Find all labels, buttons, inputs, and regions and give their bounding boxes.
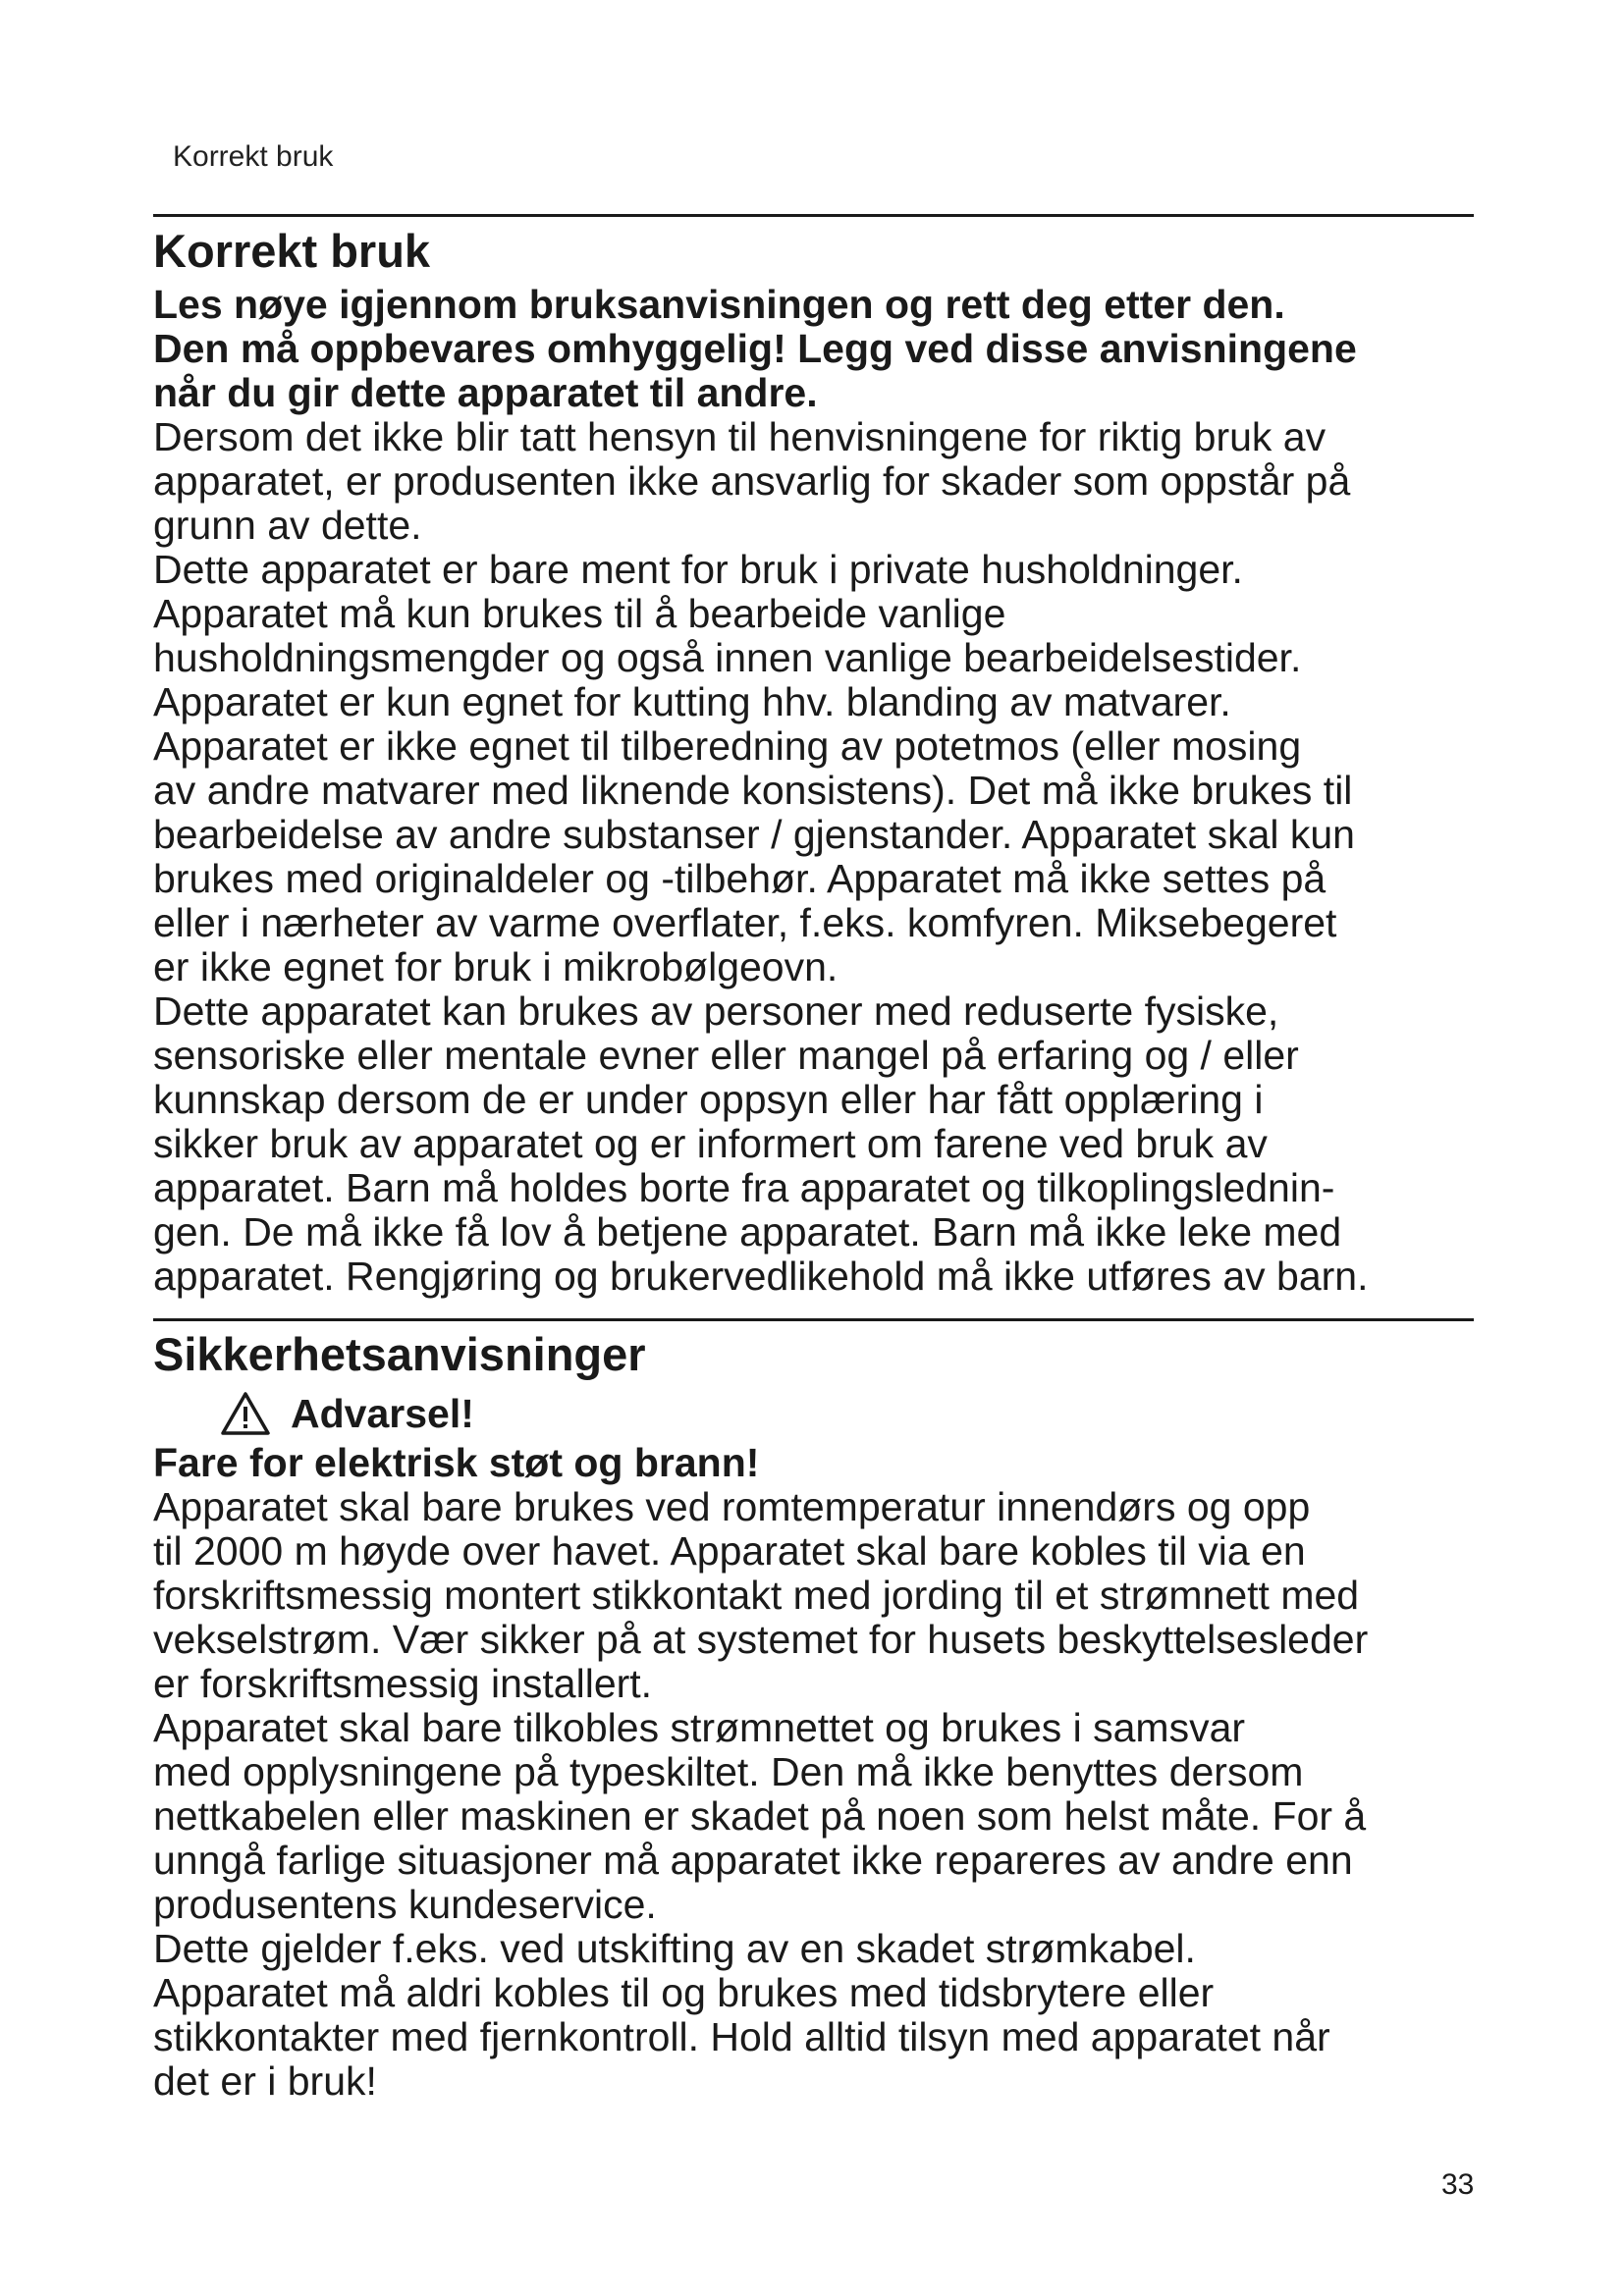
section-title: Sikkerhetsanvisninger: [153, 1328, 646, 1380]
text-line: Dette apparatet er bare ment for bruk i private husholdninger.: [153, 547, 1243, 592]
text-line: husholdningsmengder og også innen vanlige bearbeidelsestider.: [153, 635, 1302, 680]
text-line: Apparatet skal bare tilkobles strømnettet og brukes i samsvar: [153, 1705, 1246, 1750]
text-line: sensoriske eller mentale evner eller mangel på erfaring og / eller: [153, 1033, 1299, 1078]
warning-label: Advarsel!: [291, 1391, 474, 1436]
warning-triangle-icon: [220, 1391, 271, 1436]
text-line: Apparatet er ikke egnet til tilberedning av potetmos (eller mosing: [153, 723, 1302, 769]
warning-lead: Fare for elektrisk støt og brann!: [153, 1440, 760, 1485]
section-safety: [153, 1327, 1479, 2104]
text-line: Apparatet skal bare brukes ved romtemperatur innendørs og opp: [153, 1484, 1311, 1529]
text-line: apparatet, er produsenten ikke ansvarlig for skader som oppstår på: [153, 458, 1351, 504]
paragraph: [153, 548, 1479, 989]
text-line: Apparatet må kun brukes til å bearbeide vanlige: [153, 591, 1006, 636]
lead-text: [153, 283, 1479, 415]
text-line: nettkabelen eller maskinen er skadet på noen som helst måte. For å: [153, 1793, 1367, 1839]
text-line: til 2000 m høyde over havet. Apparatet skal bare kobles til via en: [153, 1528, 1306, 1574]
paragraph: [153, 415, 1479, 548]
paragraph: [153, 1485, 1479, 1706]
running-header: Korrekt bruk: [173, 140, 334, 173]
paragraph: [153, 989, 1479, 1299]
text-line: brukes med originaldeler og -tilbehør. Apparatet må ikke settes på: [153, 856, 1326, 901]
warning-heading: [220, 1386, 1479, 1441]
text-line: er ikke egnet for bruk i mikrobølgeovn.: [153, 944, 839, 989]
text-line: Dette gjelder f.eks. ved utskifting av en skadet strømkabel.: [153, 1926, 1196, 1971]
paragraph: [153, 1706, 1479, 1927]
lead-line: når du gir dette apparatet til andre.: [153, 370, 818, 415]
text-line: grunn av dette.: [153, 503, 422, 548]
text-line: stikkontakter med fjernkontroll. Hold alltid tilsyn med apparatet når: [153, 2014, 1330, 2059]
section-correct-use: [153, 224, 1479, 1299]
text-line: det er i bruk!: [153, 2058, 377, 2104]
section-divider-top: [153, 214, 1474, 217]
text-line: eller i nærheter av varme overflater, f.eks. komfyren. Miksebegeret: [153, 900, 1337, 945]
page-number: 33: [1441, 2168, 1475, 2201]
text-line: vekselstrøm. Vær sikker på at systemet for husets beskyttelsesleder: [153, 1617, 1369, 1662]
text-line: gen. De må ikke få lov å betjene apparatet. Barn må ikke leke med: [153, 1209, 1342, 1255]
text-line: apparatet. Rengjøring og brukervedlikehold må ikke utføres av barn.: [153, 1254, 1369, 1299]
text-line: kunnskap dersom de er under oppsyn eller har fått opplæring i: [153, 1077, 1264, 1122]
text-line: med opplysningene på typeskiltet. Den må ikke benyttes dersom: [153, 1749, 1304, 1794]
text-line: apparatet. Barn må holdes borte fra apparatet og tilkoplingslednin-: [153, 1165, 1335, 1210]
text-line: av andre matvarer med liknende konsistens). Det må ikke brukes til: [153, 768, 1353, 813]
text-line: unngå farlige situasjoner må apparatet ikke repareres av andre enn: [153, 1838, 1353, 1883]
lead-line: Den må oppbevares omhyggelig! Legg ved disse anvisningene: [153, 326, 1357, 371]
text-line: Dette apparatet kan brukes av personer med reduserte fysiske,: [153, 988, 1279, 1034]
lead-line: Les nøye igjennom bruksanvisningen og rett deg etter den.: [153, 282, 1285, 327]
text-line: produsentens kundeservice.: [153, 1882, 657, 1927]
text-line: sikker bruk av apparatet og er informert om farene ved bruk av: [153, 1121, 1268, 1166]
text-line: er forskriftsmessig installert.: [153, 1661, 653, 1706]
text-line: bearbeidelse av andre substanser / gjenstander. Apparatet skal kun: [153, 812, 1355, 857]
paragraph: [153, 1927, 1479, 2104]
text-line: Apparatet er kun egnet for kutting hhv. blanding av matvarer.: [153, 679, 1231, 724]
section-divider-middle: [153, 1318, 1474, 1321]
text-line: Dersom det ikke blir tatt hensyn til henvisningene for riktig bruk av: [153, 414, 1326, 459]
section-title: Korrekt bruk: [153, 225, 431, 277]
text-line: Apparatet må aldri kobles til og brukes med tidsbrytere eller: [153, 1970, 1215, 2015]
text-line: forskriftsmessig montert stikkontakt med jording til et strømnett med: [153, 1573, 1360, 1618]
